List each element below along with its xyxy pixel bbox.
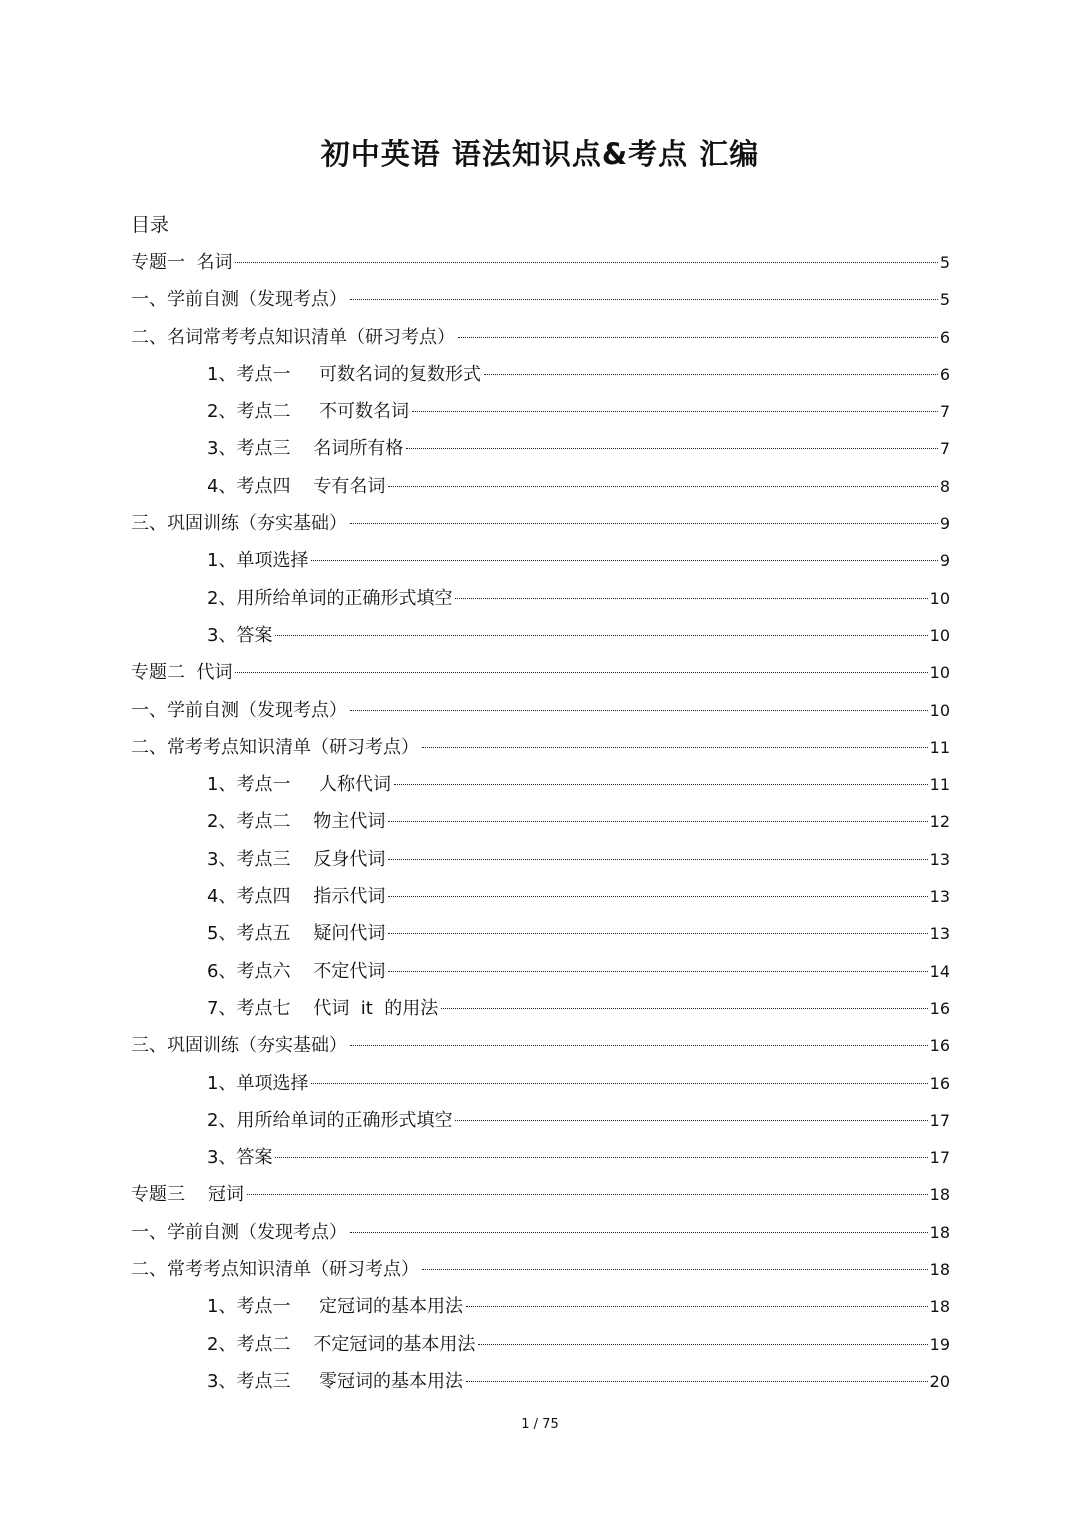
toc-entry-page: 16: [929, 1036, 950, 1056]
toc-dot-leader: [466, 1306, 928, 1307]
toc-entry-page: 18: [929, 1222, 950, 1242]
toc-dot-leader: [394, 784, 928, 785]
toc-entry-text: 4、考点四 指示代词: [207, 886, 386, 908]
toc-entry-page: 5: [939, 253, 950, 272]
document-title: 初中英语 语法知识点&考点 汇编: [320, 137, 760, 171]
toc-entry-text: 5、考点五 疑问代词: [207, 923, 386, 945]
toc-dot-leader: [455, 1120, 927, 1121]
toc-entry-page: 6: [939, 364, 950, 384]
toc-dot-leader: [466, 1381, 928, 1382]
toc-entry-page: 12: [929, 812, 950, 832]
toc-entry-page: 16: [929, 998, 950, 1018]
toc-entry-page: 7: [939, 402, 950, 422]
toc-entry-page: 10: [929, 588, 950, 608]
toc-entry-text: 2、用所给单词的正确形式填空: [207, 587, 453, 609]
toc-entry[interactable]: [131, 1326, 950, 1363]
toc-entry-text: 7、考点七 代词 it 的用法: [207, 997, 439, 1019]
toc-dot-leader: [441, 1008, 927, 1009]
toc-entry-page: 10: [929, 663, 950, 683]
table-of-contents: [131, 244, 950, 1400]
toc-entry[interactable]: [131, 430, 950, 467]
toc-entry-text: 专题一 名词: [131, 252, 233, 273]
toc-dot-leader: [311, 560, 937, 561]
toc-entry-page: 9: [939, 551, 950, 571]
toc-entry-text: 3、考点三 零冠词的基本用法: [207, 1370, 464, 1392]
toc-entry[interactable]: [131, 915, 950, 952]
toc-entry-page: 13: [929, 849, 950, 869]
toc-dot-leader: [235, 672, 927, 673]
toc-entry-text: 2、考点二 不可数名词: [207, 401, 410, 423]
toc-entry[interactable]: [131, 1214, 950, 1251]
toc-entry-text: 1、单项选择: [207, 1072, 309, 1094]
toc-entry-text: 专题三 冠词: [131, 1184, 244, 1206]
toc-entry-text: 1、考点一 定冠词的基本用法: [207, 1296, 464, 1318]
toc-dot-leader: [388, 933, 927, 934]
toc-entry[interactable]: [131, 692, 950, 729]
toc-entry-page: 17: [929, 1110, 950, 1130]
toc-dot-leader: [350, 1232, 928, 1233]
toc-entry-text: 3、答案: [207, 624, 273, 646]
toc-entry-text: 2、考点二 不定冠词的基本用法: [207, 1333, 476, 1355]
toc-dot-leader: [311, 1083, 927, 1084]
toc-entry-text: 二、常考考点知识清单（研习考点）: [131, 736, 419, 758]
toc-entry[interactable]: [131, 841, 950, 878]
toc-entry-text: 2、用所给单词的正确形式填空: [207, 1109, 453, 1131]
toc-entry[interactable]: [131, 468, 950, 505]
toc-entry-page: 6: [939, 327, 950, 347]
toc-dot-leader: [388, 821, 927, 822]
toc-entry-page: 14: [929, 961, 950, 981]
toc-entry-page: 10: [929, 625, 950, 645]
toc-entry-page: 17: [929, 1148, 950, 1168]
toc-entry-text: 3、考点三 名词所有格: [207, 438, 404, 460]
toc-entry-text: 三、巩固训练（夯实基础）: [131, 1035, 347, 1057]
toc-dot-leader: [406, 448, 937, 449]
toc-entry-page: 18: [929, 1260, 950, 1280]
toc-dot-leader: [350, 523, 938, 524]
toc-dot-leader: [275, 1157, 927, 1158]
toc-entry[interactable]: [131, 542, 950, 579]
toc-entry-page: 7: [939, 439, 950, 459]
toc-entry[interactable]: [131, 990, 950, 1027]
toc-entry[interactable]: [131, 580, 950, 617]
toc-entry-text: 一、学前自测（发现考点）: [131, 699, 347, 721]
toc-entry-text: 专题二 代词: [131, 662, 233, 684]
toc-dot-leader: [388, 971, 927, 972]
toc-entry-page: 11: [929, 775, 950, 795]
toc-entry[interactable]: [131, 356, 950, 393]
toc-entry-page: 19: [929, 1334, 950, 1354]
toc-entry[interactable]: [131, 953, 950, 990]
toc-entry[interactable]: [131, 1251, 950, 1288]
toc-entry-text: 1、考点一 可数名词的复数形式: [207, 363, 482, 385]
toc-dot-leader: [422, 1269, 928, 1270]
toc-dot-leader: [247, 1194, 928, 1195]
toc-entry-page: 9: [939, 514, 950, 534]
toc-entry-text: 二、常考考点知识清单（研习考点）: [131, 1259, 419, 1281]
toc-dot-leader: [350, 1045, 928, 1046]
toc-entry[interactable]: [131, 281, 950, 318]
toc-entry[interactable]: [131, 766, 950, 803]
toc-entry[interactable]: [131, 1363, 950, 1400]
toc-entry-page: 8: [939, 476, 950, 496]
toc-dot-leader: [455, 598, 927, 599]
toc-entry-text: 一、学前自测（发现考点）: [131, 1221, 347, 1243]
toc-dot-leader: [350, 299, 938, 300]
toc-dot-leader: [478, 1344, 927, 1345]
toc-entry-page: 20: [929, 1371, 950, 1391]
toc-entry-text: 二、名词常考考点知识清单（研习考点）: [131, 326, 455, 348]
toc-entry[interactable]: [131, 319, 950, 356]
toc-entry-page: 18: [929, 1185, 950, 1205]
page-number: 1 / 75: [521, 1417, 559, 1432]
toc-entry[interactable]: [131, 1065, 950, 1102]
toc-entry[interactable]: [131, 393, 950, 430]
toc-entry[interactable]: [131, 1102, 950, 1139]
toc-dot-leader: [388, 486, 937, 487]
toc-entry[interactable]: [131, 654, 950, 691]
toc-entry[interactable]: [131, 729, 950, 766]
toc-entry-page: 5: [939, 290, 950, 310]
toc-entry-text: 3、考点三 反身代词: [207, 848, 386, 870]
toc-entry-text: 1、考点一 人称代词: [207, 774, 392, 796]
toc-entry-page: 13: [929, 887, 950, 907]
toc-entry-text: 6、考点六 不定代词: [207, 960, 386, 982]
toc-entry-page: 10: [929, 700, 950, 720]
toc-dot-leader: [422, 747, 928, 748]
toc-entry-text: 一、学前自测（发现考点）: [131, 289, 347, 311]
toc-entry[interactable]: [131, 1288, 950, 1325]
toc-entry-text: 2、考点二 物主代词: [207, 811, 386, 833]
toc-dot-leader: [484, 374, 938, 375]
toc-dot-leader: [275, 635, 927, 636]
toc-entry[interactable]: [131, 244, 950, 281]
toc-entry-page: 16: [929, 1073, 950, 1093]
toc-entry-page: 13: [929, 924, 950, 944]
toc-entry[interactable]: [131, 878, 950, 915]
toc-entry-text: 4、考点四 专有名词: [207, 475, 386, 497]
toc-entry[interactable]: [131, 617, 950, 654]
toc-entry[interactable]: [131, 1027, 950, 1064]
toc-dot-leader: [412, 411, 938, 412]
toc-entry[interactable]: [131, 803, 950, 840]
toc-dot-leader: [458, 337, 938, 338]
toc-entry[interactable]: [131, 1176, 950, 1213]
toc-dot-leader: [388, 896, 927, 897]
toc-entry-text: 三、巩固训练（夯实基础）: [131, 513, 347, 535]
toc-entry-text: 1、单项选择: [207, 550, 309, 572]
toc-entry-text: 3、答案: [207, 1147, 273, 1169]
toc-dot-leader: [350, 710, 928, 711]
toc-dot-leader: [388, 859, 927, 860]
toc-entry-page: 18: [929, 1297, 950, 1317]
toc-entry[interactable]: [131, 1139, 950, 1176]
toc-entry-page: 11: [929, 737, 950, 757]
toc-dot-leader: [235, 262, 937, 263]
toc-heading: 目录: [131, 214, 170, 236]
toc-entry[interactable]: [131, 505, 950, 542]
